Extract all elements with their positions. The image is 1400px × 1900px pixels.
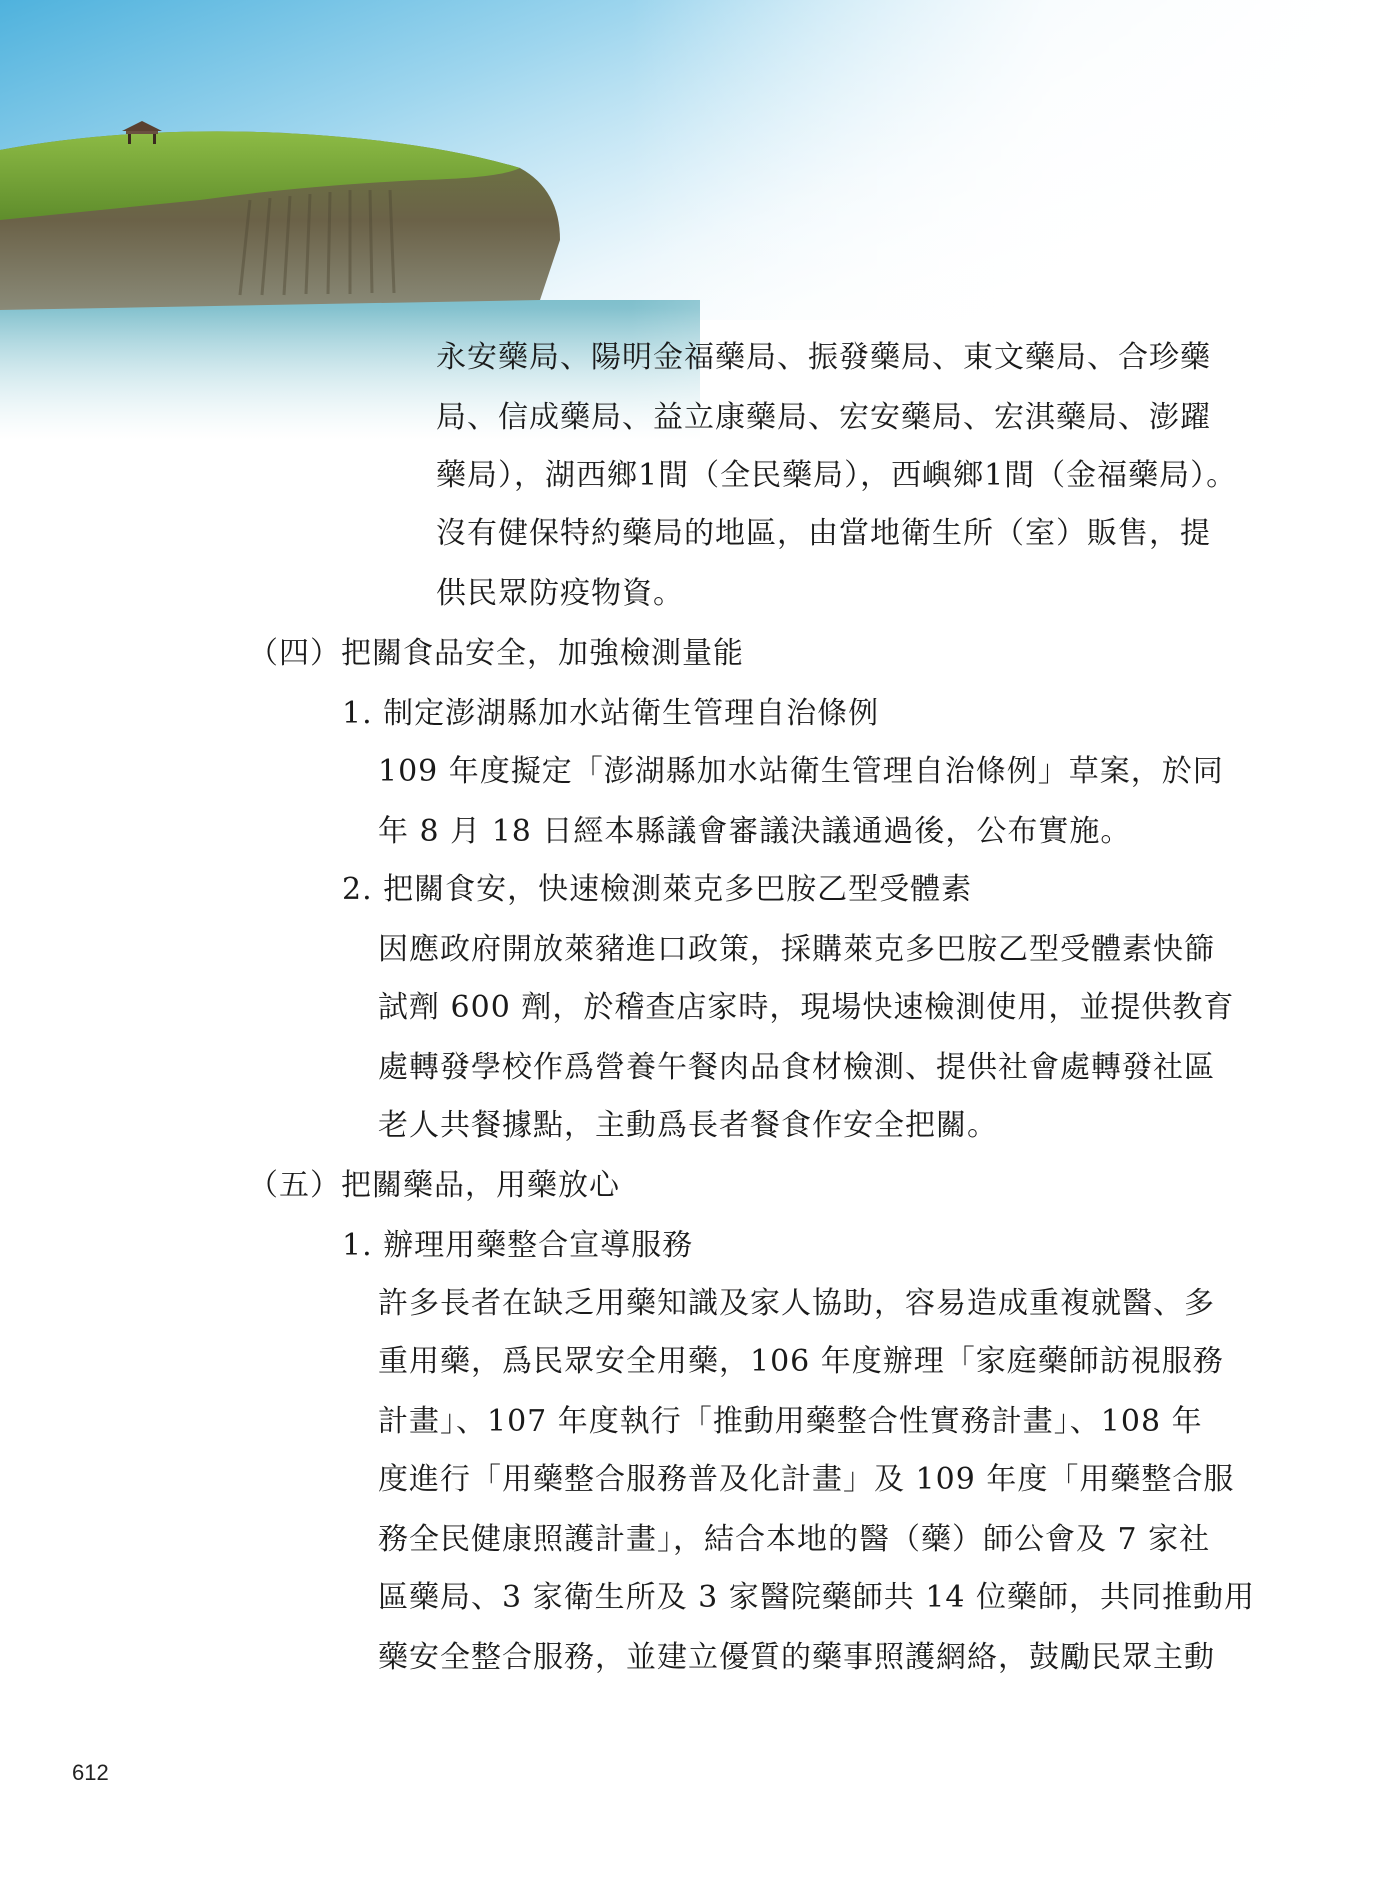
intro-line: 局、信成藥局、益立康藥局、宏安藥局、宏淇藥局、澎躍 [436,400,1211,435]
item-body-line: 重用藥，爲民眾安全用藥，106 年度辦理「家庭藥師訪視服務 [378,1344,1224,1379]
item-body-line: 因應政府開放萊豬進口政策，採購萊克多巴胺乙型受體素快篩 [378,932,1215,967]
item-body-line: 許多長者在缺乏用藥知識及家人協助，容易造成重複就醫、多 [378,1286,1215,1321]
intro-line: 供民眾防疫物資。 [436,576,684,611]
item-body-line: 老人共餐據點，主動爲長者餐食作安全把關。 [378,1108,998,1143]
item-body-line: 計畫」、107 年度執行「推動用藥整合性實務計畫」、108 年 [378,1404,1203,1439]
section-heading: （五）把關藥品，用藥放心 [248,1168,620,1203]
section-heading: （四）把關食品安全，加強檢測量能 [248,636,744,671]
intro-line: 永安藥局、陽明金福藥局、振發藥局、東文藥局、合珍藥 [436,340,1211,375]
item-body-line: 試劑 600 劑，於稽查店家時，現場快速檢測使用，並提供教育 [378,990,1235,1025]
item-body-line: 務全民健康照護計畫」，結合本地的醫（藥）師公會及 7 家社 [378,1522,1211,1557]
item-body-line: 藥安全整合服務，並建立優質的藥事照護網絡，鼓勵民眾主動 [378,1640,1215,1675]
item-body-line: 處轉發學校作爲營養午餐肉品食材檢測、提供社會處轉發社區 [378,1050,1215,1085]
item-body-line: 區藥局、3 家衛生所及 3 家醫院藥師共 14 位藥師，共同推動用 [378,1580,1256,1615]
item-title: 1. 辦理用藥整合宣導服務 [342,1228,694,1263]
item-title: 1. 制定澎湖縣加水站衛生管理自治條例 [342,696,880,731]
item-body-line: 109 年度擬定「澎湖縣加水站衛生管理自治條例」草案，於同 [378,754,1224,789]
intro-line: 藥局），湖西鄉1間（全民藥局），西嶼鄉1間（金福藥局）。 [436,458,1238,493]
item-body-line: 度進行「用藥整合服務普及化計畫」及 109 年度「用藥整合服 [378,1462,1235,1497]
item-title: 2. 把關食安，快速檢測萊克多巴胺乙型受體素 [342,872,973,907]
page-number: 612 [72,1760,109,1785]
intro-line: 沒有健保特約藥局的地區，由當地衛生所（室）販售，提 [436,516,1211,551]
item-body-line: 年 8 月 18 日經本縣議會審議決議通過後，公布實施。 [378,814,1132,849]
